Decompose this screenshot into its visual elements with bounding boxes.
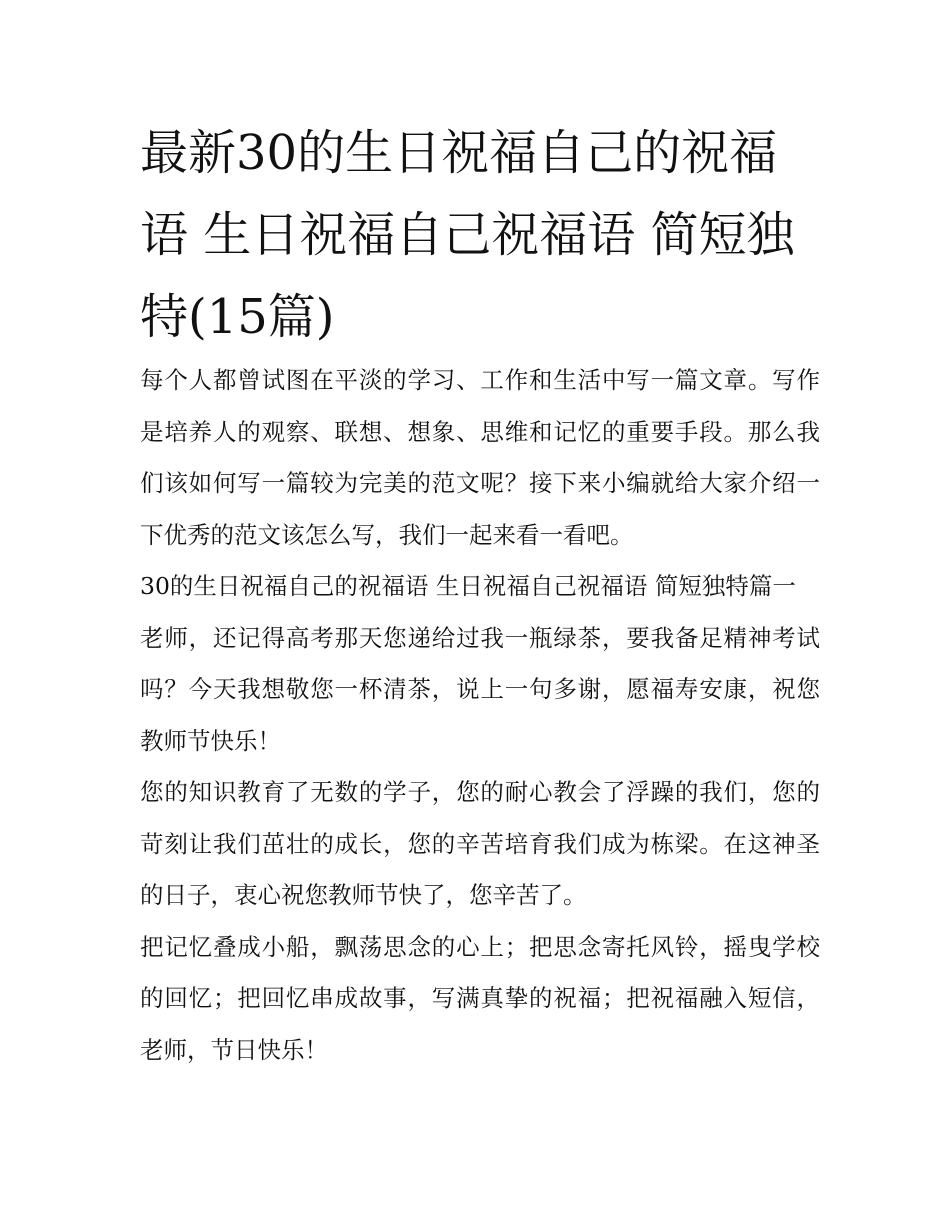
document-title: 最新30的生日祝福自己的祝福语 生日祝福自己祝福语 简短独特(15篇): [140, 125, 795, 345]
document-body: [140, 355, 820, 1076]
section-heading: 30的生日祝福自己的祝福语 生日祝福自己祝福语 简短独特篇一: [140, 572, 796, 600]
paragraph-3: 把记忆叠成小船，飘荡思念的心上；把思念寄托风铃，摇曳学校的回忆；把回忆串成故事，写满真挚的祝福；把祝福融入短信，老师，节日快乐！: [140, 932, 820, 1064]
intro-paragraph: 每个人都曾试图在平淡的学习、工作和生活中写一篇文章。写作是培养人的观察、联想、想象、思维和记忆的重要手段。那么我们该如何写一篇较为完美的范文呢？接下来小编就给大家介绍一下优秀的范文该怎么写，我们一起来看一看吧。: [140, 366, 820, 549]
paragraph-2: 您的知识教育了无数的学子，您的耐心教会了浮躁的我们，您的苛刻让我们茁壮的成长，您的辛苦培育我们成为栋梁。在这神圣的日子，衷心祝您教师节快了，您辛苦了。: [140, 778, 820, 909]
paragraph-1: 老师，还记得高考那天您递给过我一瓶绿茶，要我备足精神考试吗？今天我想敬您一杯清茶，说上一句多谢，愿福寿安康，祝您教师节快乐！: [140, 623, 820, 755]
